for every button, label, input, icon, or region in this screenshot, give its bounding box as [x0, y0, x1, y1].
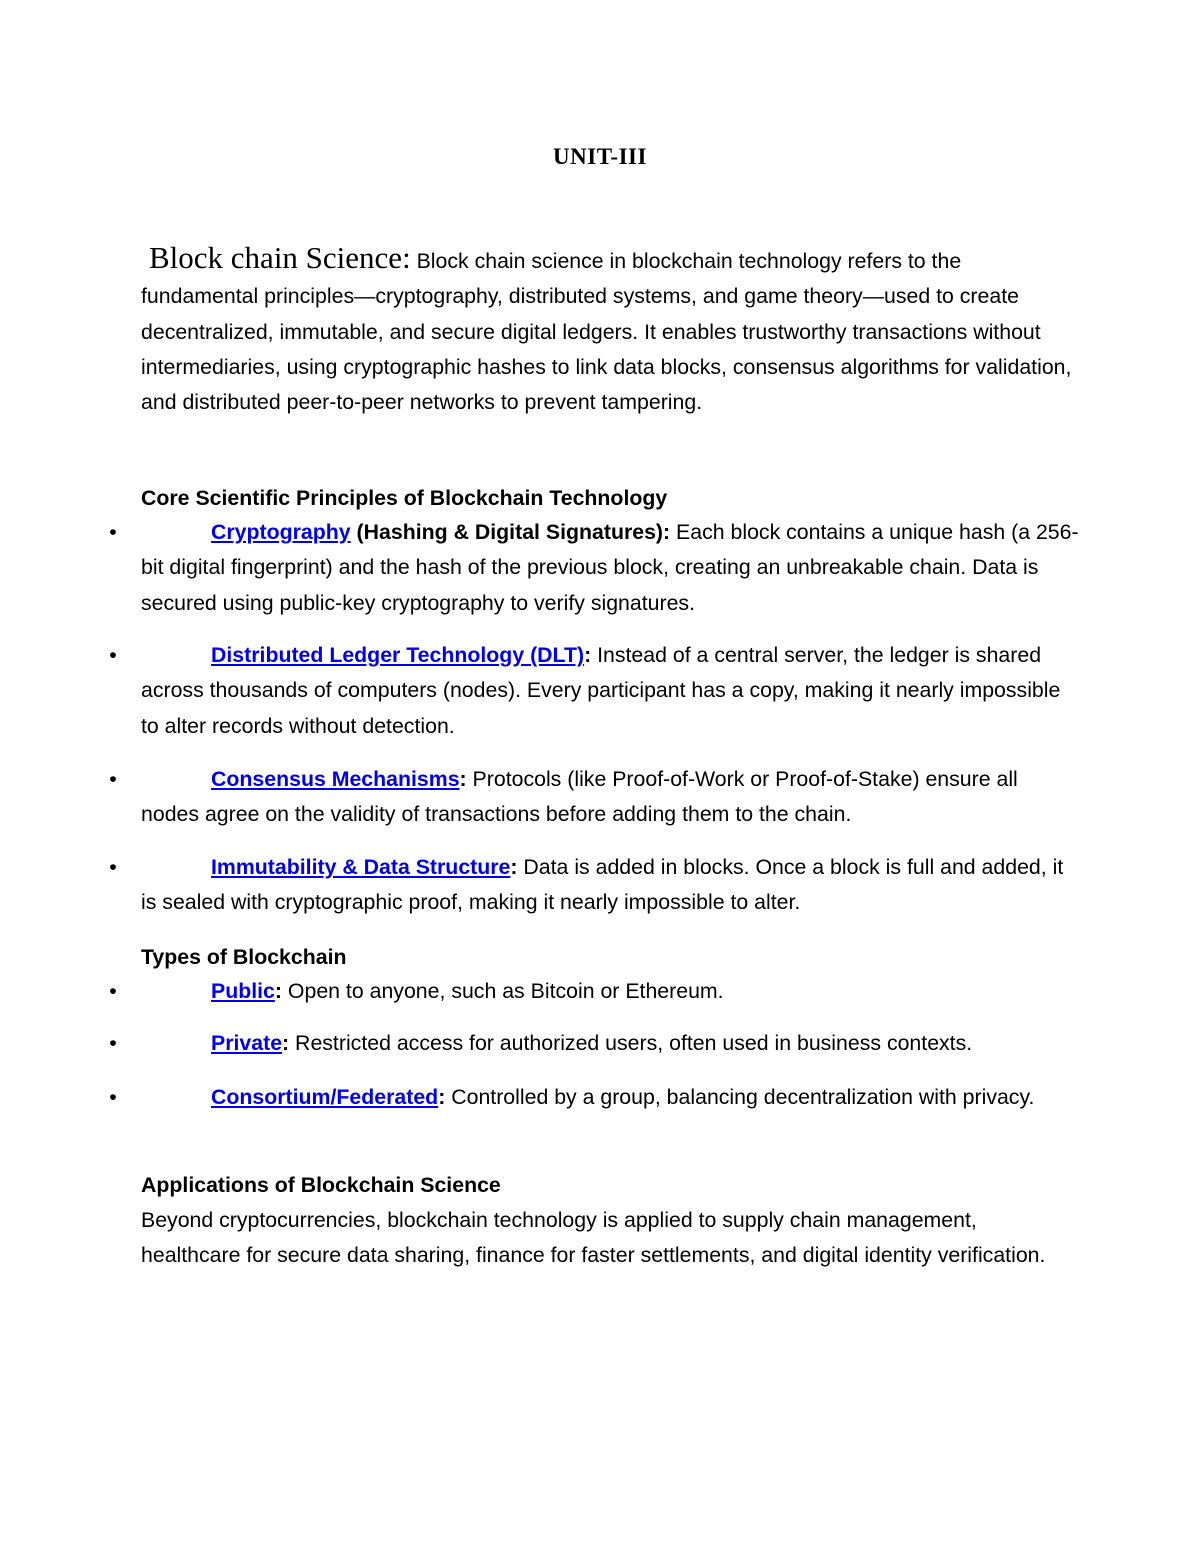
bullet-icon: •	[109, 643, 117, 667]
term-suffix: (Hashing & Digital Signatures):	[350, 520, 671, 544]
bullet-icon: •	[109, 767, 117, 791]
link-public[interactable]: Public	[211, 979, 275, 1003]
bullet-icon: •	[109, 979, 117, 1003]
link-distributed-ledger-technology[interactable]: Distributed Ledger Technology (DLT)	[211, 643, 585, 667]
list-item	[109, 762, 1081, 833]
item-text: Instead of a central server, the ledger is shared across thousands of computers (nodes). Every participant has a copy, making it nearly impossible to alter records without detection.	[141, 643, 1061, 738]
item-text: Protocols (like Proof-of-Work or Proof-of-Stake) ensure all nodes agree on the validity of transactions before adding them to the chain.	[141, 767, 1018, 827]
list-item	[109, 1080, 1081, 1115]
bullet-icon: •	[109, 1031, 117, 1055]
item-text: Each block contains a unique hash (a 256-bit digital fingerprint) and the hash of the previous block, creating an unbreakable chain. Data is secured using public-key cryptography to verify signatures.	[141, 520, 1079, 615]
list-item	[109, 850, 1081, 921]
term-suffix: :	[438, 1085, 446, 1109]
types-heading: Types of Blockchain	[141, 945, 347, 969]
applications-paragraph: Beyond cryptocurrencies, blockchain technology is applied to supply chain management, healthcare for secure data sharing, finance for faster settlements, and digital identity verification.	[141, 1208, 1046, 1268]
term-suffix: :	[584, 643, 592, 667]
link-consortium-federated[interactable]: Consortium/Federated	[211, 1085, 439, 1109]
link-private[interactable]: Private	[211, 1031, 283, 1055]
term-suffix: :	[282, 1031, 290, 1055]
intro-paragraph	[141, 240, 1081, 420]
applications-heading: Applications of Blockchain Science	[141, 1173, 501, 1197]
item-text: Data is added in blocks. Once a block is full and added, it is sealed with cryptographic proof, making it nearly impossible to alter.	[141, 855, 1064, 915]
unit-title: UNIT-III	[553, 144, 647, 169]
bullet-icon: •	[109, 520, 117, 544]
item-text: Open to anyone, such as Bitcoin or Ethereum.	[282, 979, 724, 1003]
link-cryptography[interactable]: Cryptography	[211, 520, 351, 544]
term-suffix: :	[459, 767, 467, 791]
list-item	[109, 974, 1081, 1009]
intro-lead: Block chain Science:	[149, 240, 411, 275]
bullet-icon: •	[109, 855, 117, 879]
item-text: Controlled by a group, balancing decentralization with privacy.	[445, 1085, 1035, 1109]
link-immutability-data-structure[interactable]: Immutability & Data Structure	[211, 855, 511, 879]
link-consensus-mechanisms[interactable]: Consensus Mechanisms	[211, 767, 460, 791]
item-text: Restricted access for authorized users, often used in business contexts.	[289, 1031, 973, 1055]
bullet-icon: •	[109, 1085, 117, 1109]
term-suffix: :	[274, 979, 282, 1003]
list-item	[109, 638, 1081, 744]
list-item	[109, 1026, 1081, 1061]
term-suffix: :	[510, 855, 518, 879]
core-principles-heading: Core Scientific Principles of Blockchain Technology	[141, 486, 668, 510]
list-item	[109, 515, 1081, 621]
intro-text: Block chain science in blockchain technology refers to the fundamental principles—cryptography, distributed systems, and game theory—used to create decentralized, immutable, and secure digital ledgers. It enables trustworthy transactions without intermediaries, using cryptographic hashes to link data blocks, consensus algorithms for validation, and distributed peer-to-peer networks to prevent tampering.	[141, 249, 1072, 415]
